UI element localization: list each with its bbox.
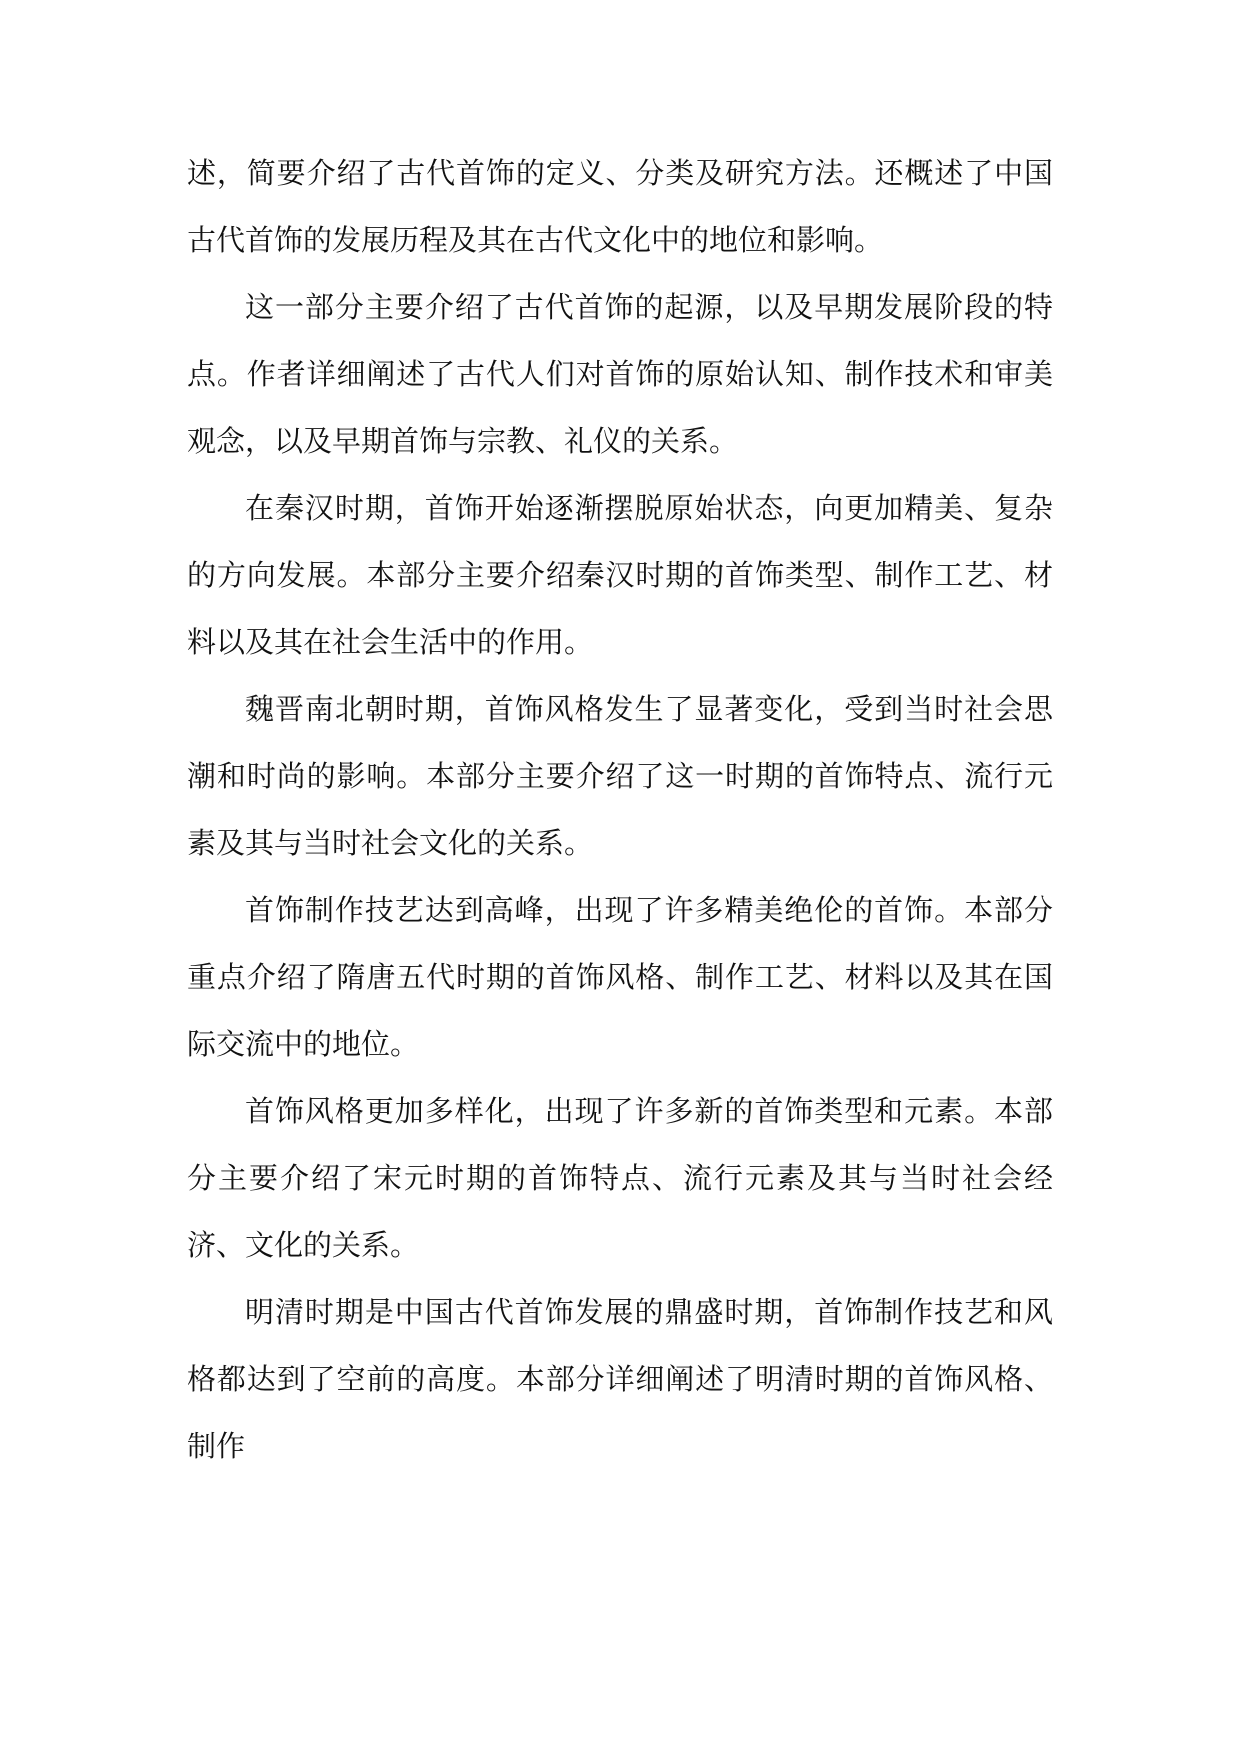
paragraph-2: 这一部分主要介绍了古代首饰的起源，以及早期发展阶段的特点。作者详细阐述了古代人们对首饰的原始认知、制作技术和审美观念，以及早期首饰与宗教、礼仪的关系。: [187, 290, 1053, 458]
paragraph-4: 魏晋南北朝时期，首饰风格发生了显著变化，受到当时社会思潮和时尚的影响。本部分主要介绍了这一时期的首饰特点、流行元素及其与当时社会文化的关系。: [187, 692, 1053, 860]
document-body: [187, 140, 1053, 1480]
paragraph-3: 在秦汉时期，首饰开始逐渐摆脱原始状态，向更加精美、复杂的方向发展。本部分主要介绍秦汉时期的首饰类型、制作工艺、材料以及其在社会生活中的作用。: [187, 491, 1053, 659]
paragraph-5: 首饰制作技艺达到高峰，出现了许多精美绝伦的首饰。本部分重点介绍了隋唐五代时期的首饰风格、制作工艺、材料以及其在国际交流中的地位。: [187, 893, 1053, 1061]
paragraph-7: 明清时期是中国古代首饰发展的鼎盛时期，首饰制作技艺和风格都达到了空前的高度。本部分详细阐述了明清时期的首饰风格、制作: [187, 1295, 1053, 1463]
paragraph-1: 述，简要介绍了古代首饰的定义、分类及研究方法。还概述了中国古代首饰的发展历程及其在古代文化中的地位和影响。: [187, 156, 1053, 257]
paragraph-6: 首饰风格更加多样化，出现了许多新的首饰类型和元素。本部分主要介绍了宋元时期的首饰特点、流行元素及其与当时社会经济、文化的关系。: [187, 1094, 1053, 1262]
